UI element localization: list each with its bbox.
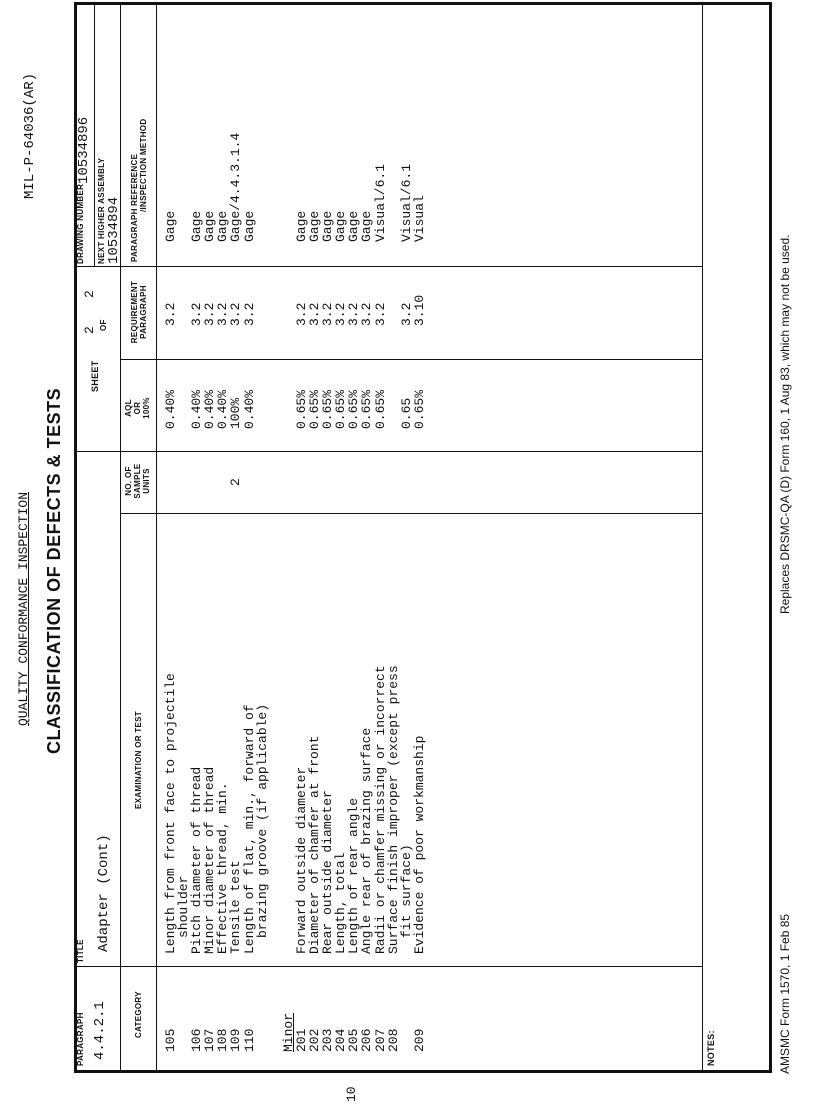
sample-units-header: NO. OF SAMPLE UNITS [124, 463, 151, 499]
reference-header: PARAGRAPH REFERENCE /INSPECTION METHOD [130, 118, 148, 262]
form-number: AMSMC Form 1570, 1 Feb 85 [778, 913, 792, 1074]
category-column: 105 106 107 108 109 110 Minor 201 202 203 204 205 206 207 208 209 [163, 1012, 427, 1052]
sheet-number: 2 [82, 326, 97, 334]
requirement-header: REQUIREMENT PARAGRAPH [130, 280, 148, 344]
spec-number: MIL-P-64036(AR) [22, 72, 38, 199]
sample-col-divider [74, 451, 702, 452]
notes-label: NOTES: [706, 1030, 716, 1066]
examination-header: EXAMINATION OR TEST [134, 711, 143, 809]
sheet-label: SHEET [90, 360, 100, 392]
column-header-divider [156, 3, 157, 1071]
main-title: CLASSIFICATION OF DEFECTS & TESTS [44, 387, 64, 754]
title-value: Adapter (Cont) [96, 834, 112, 952]
inspection-title: QUALITY CONFORMANCE INSPECTION [16, 491, 31, 726]
paragraph-label: PARAGRAPH [76, 1012, 85, 1066]
paragraph-value: 4.4.2.1 [92, 1001, 108, 1060]
examination-column: Length from front face to projectile shoulder Pitch diameter of thread Minor diameter of thread Effective thread, min. Tensile test Length of flat, min., forward of brazing groove (if applicable) Forward outside diameter Diameter of chamfer at front Rear outside diameter Length, total Length of rear angle Angle rear of brazing surface Radii or chamfer missing or incorrect Surface finish improper (except press fit surface) Evidence of poor workmanship [163, 665, 427, 954]
next-assembly-label: NEXT HIGHER ASSEMBLY [97, 157, 106, 264]
category-header: CATEGORY [134, 991, 143, 1038]
aql-col-divider [120, 359, 702, 360]
aql-header: AQL OR 100% [124, 397, 151, 419]
table-row: 105 [163, 1028, 178, 1052]
requirement-column: 3.2 3.2 3.2 3.2 3.2 3.2 3.2 3.2 3.2 3.2 3.2 3.2 3.2 3.2 3.10 [163, 294, 427, 326]
sheet-of-label: OF [99, 319, 108, 331]
aql-column: 0.40% 0.40% 0.40% 0.40% 100% 0.40% 0.65% 0.65% 0.65% 0.65% 0.65% 0.65% 0.65% 0.65 0.65% [163, 389, 427, 429]
page-number: 10 [344, 1086, 359, 1102]
next-assembly: 10534894 [106, 196, 122, 264]
sheet-total: 2 [82, 290, 97, 298]
notes-divider [702, 3, 703, 1071]
reference-column: Gage Gage Gage Gage Gage/4.4.3.1.4 Gage Gage Gage Gage Gage Gage Gage Visual/6.1 Visual/6.1 Visual [163, 132, 427, 242]
replaces-note: Replaces DRSMC-QA (D) Form 160, 1 Aug 83, which may not be used. [778, 234, 792, 614]
drawing-number: 10534896 [76, 116, 92, 184]
exam-col-divider [120, 513, 702, 514]
right-header-divider [94, 3, 95, 267]
drawing-number-label: DRAWING NUMBER [76, 183, 85, 264]
title-label: TITLE [76, 939, 85, 963]
paragraph-col-divider [74, 966, 702, 967]
header-divider [120, 3, 121, 1071]
sample-units-column: 2 [228, 478, 244, 486]
req-col-divider [74, 266, 702, 267]
